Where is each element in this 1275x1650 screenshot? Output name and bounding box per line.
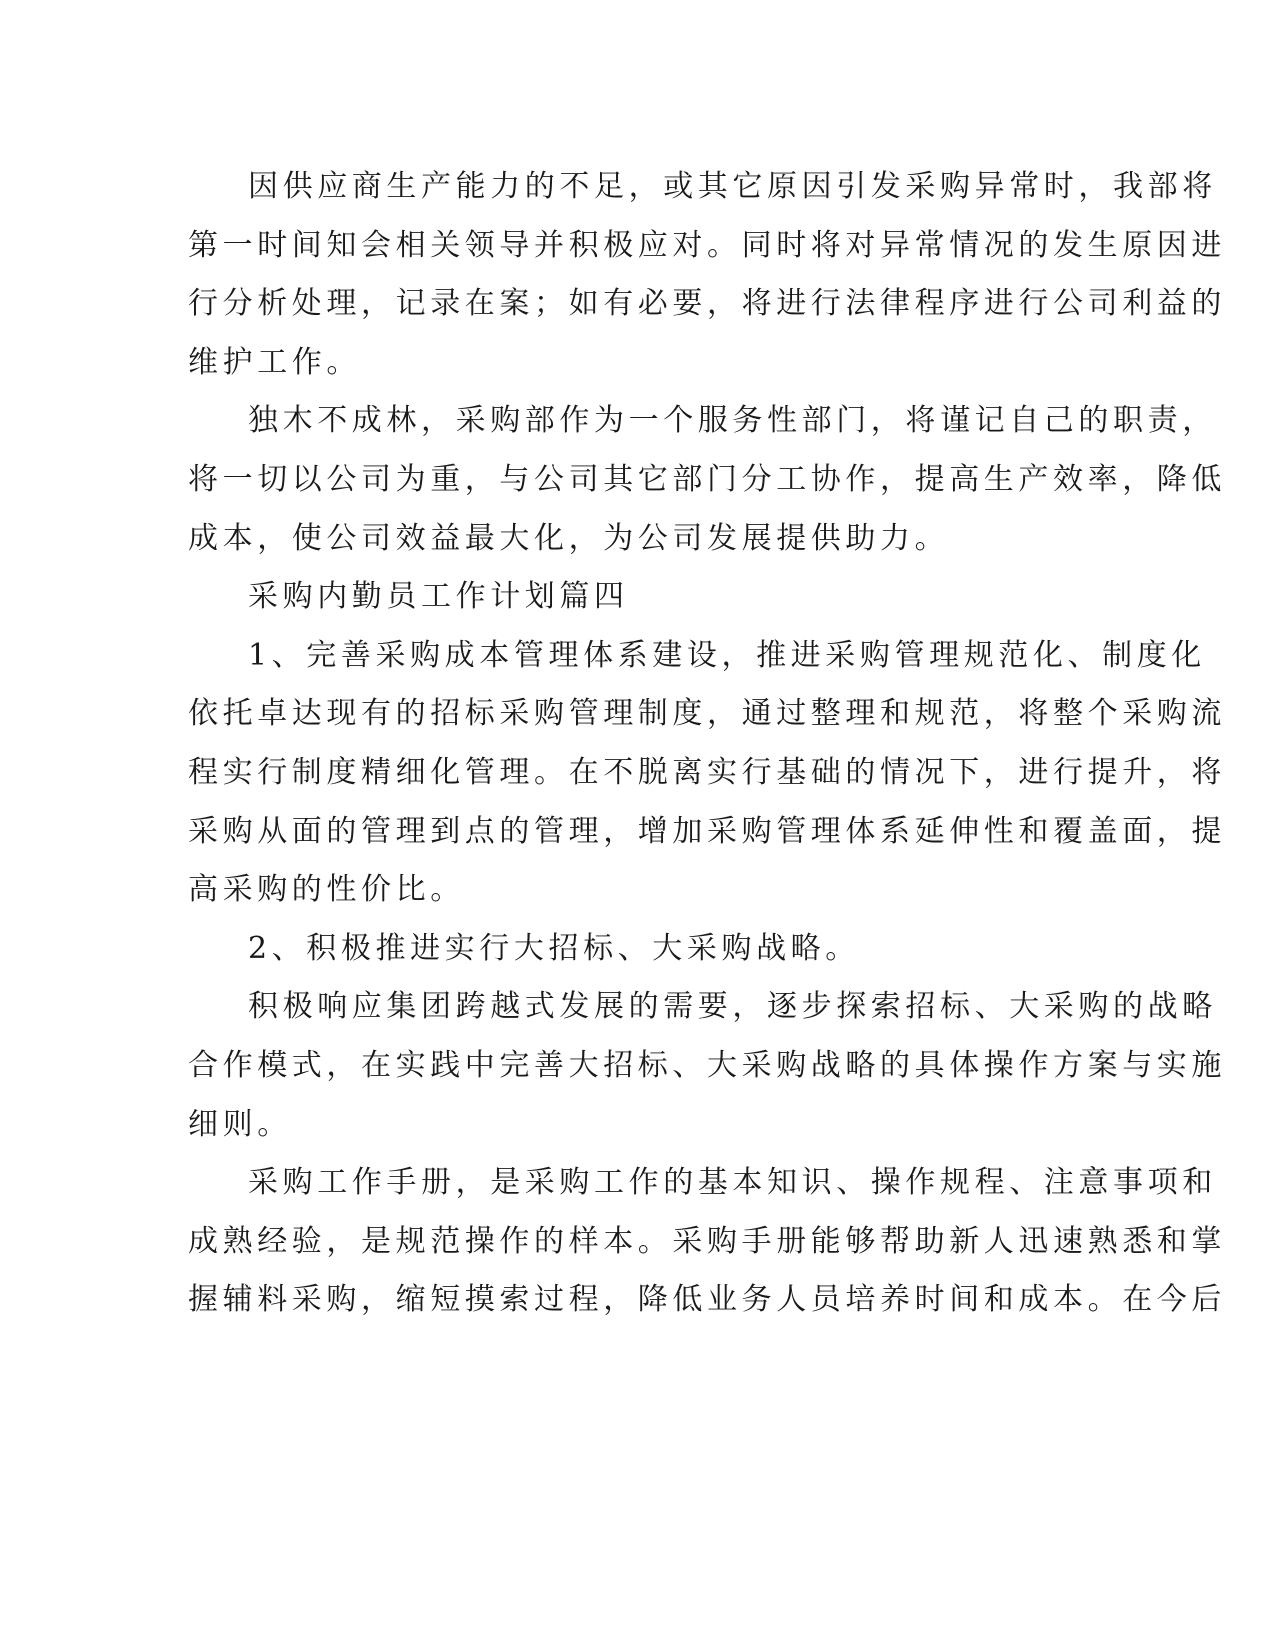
paragraph-supplier-exception	[188, 158, 1226, 392]
text-line: 采购从面的管理到点的管理，增加采购管理体系延伸性和覆盖面，提	[188, 813, 1226, 849]
text-line: 积极响应集团跨越式发展的需要，逐步探索招标、大采购的战略	[248, 989, 1217, 1025]
text-line: 行分析处理，记录在案；如有必要，将进行法律程序进行公司利益的	[188, 286, 1226, 322]
text-line: 高采购的性价比。	[188, 872, 465, 908]
document-body	[188, 158, 1226, 1330]
text-line: 合作模式，在实践中完善大招标、大采购战略的具体操作方案与实施	[188, 1047, 1226, 1083]
text-line: 2、积极推进实行大招标、大采购战略。	[248, 930, 860, 966]
paragraph-item-1	[188, 627, 1226, 920]
paragraph-item-2	[188, 920, 1068, 979]
text-line: 因供应商生产能力的不足，或其它原因引发采购异常时，我部将	[248, 169, 1217, 204]
text-line: 成熟经验，是规范操作的样本。采购手册能够帮助新人迅速熟悉和掌	[188, 1223, 1226, 1259]
text-line: 独木不成林，采购部作为一个服务性部门，将谨记自己的职责，	[248, 403, 1217, 439]
text-line: 程实行制度精细化管理。在不脱离实行基础的情况下，进行提升，将	[188, 754, 1226, 790]
paragraph-group-development	[188, 978, 1226, 1154]
text-line: 采购工作手册，是采购工作的基本知识、操作规程、注意事项和	[248, 1165, 1217, 1201]
text-line: 依托卓达现有的招标采购管理制度，通过整理和规范，将整个采购流	[188, 696, 1226, 732]
text-line: 维护工作。	[188, 344, 361, 380]
text-line: 1、完善采购成本管理体系建设，推进采购管理规范化、制度化	[248, 637, 1206, 673]
paragraph-teamwork	[188, 392, 1226, 568]
text-line: 将一切以公司为重，与公司其它部门分工协作，提高生产效率，降低	[188, 461, 1226, 497]
text-line: 握辅料采购，缩短摸索过程，降低业务人员培养时间和成本。在今后	[188, 1282, 1226, 1318]
text-line: 成本，使公司效益最大化，为公司发展提供助力。	[188, 520, 950, 556]
text-line: 第一时间知会相关领导并积极应对。同时将对异常情况的发生原因进	[188, 227, 1226, 263]
text-line: 采购内勤员工作计划篇四	[248, 579, 629, 615]
text-line: 细则。	[188, 1106, 292, 1142]
section-heading	[188, 568, 1068, 627]
paragraph-handbook	[188, 1154, 1226, 1330]
